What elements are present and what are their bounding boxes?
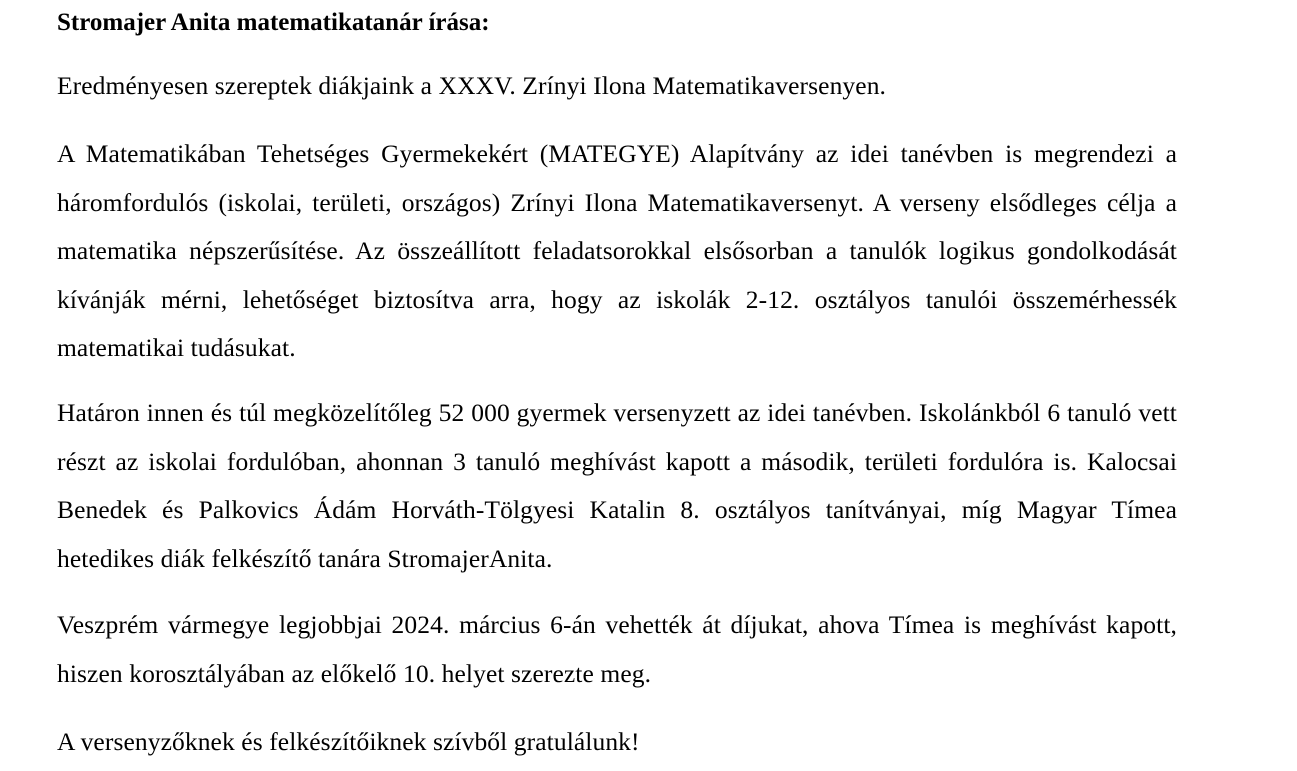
paragraph-award-ceremony: Veszprém vármegye legjobbjai 2024. március 6-án vehették át díjukat, ahova Tímea is meghívást kapott, hiszen korosztályában az előkelő 10. helyet szerezte meg. xyxy=(57,610,1177,688)
paragraph-congratulations: A versenyzőknek és felkészítőiknek szívből gratulálunk! xyxy=(57,727,640,756)
article-title: Stromajer Anita matematikatanár írása: xyxy=(57,9,490,36)
paragraph-intro: Eredményesen szereptek diákjaink a XXXV. Zrínyi Ilona Matematikaversenyen. xyxy=(57,71,887,100)
document-body xyxy=(57,0,1177,756)
paragraph-participation: Határon innen és túl megközelítőleg 52 000 gyermek versenyzett az idei tanévben. Iskolánkból 6 tanuló vett részt az iskolai fordulóban, ahonnan 3 tanuló meghívást kapott a második, területi fordulóra is. Kalocsai Benedek és Palkovics Ádám Horváth-Tölgyesi Katalin 8. osztályos tanítványai, míg Magyar Tímea hetedikes diák felkészítő tanára StromajerAnita. xyxy=(57,398,1177,573)
paragraph-competition-description: A Matematikában Tehetséges Gyermekekért (MATEGYE) Alapítvány az idei tanévben is megrendezi a háromfordulós (iskolai, területi, országos) Zrínyi Ilona Matematikaversenyt. A verseny elsődleges célja a matematika népszerűsítése. Az összeállított feladatsorokkal elsősorban a tanulók logikus gondolkodását kívánják mérni, lehetőséget biztosítva arra, hogy az iskolák 2-12. osztályos tanulói összemérhessék matematikai tudásukat. xyxy=(57,139,1177,362)
